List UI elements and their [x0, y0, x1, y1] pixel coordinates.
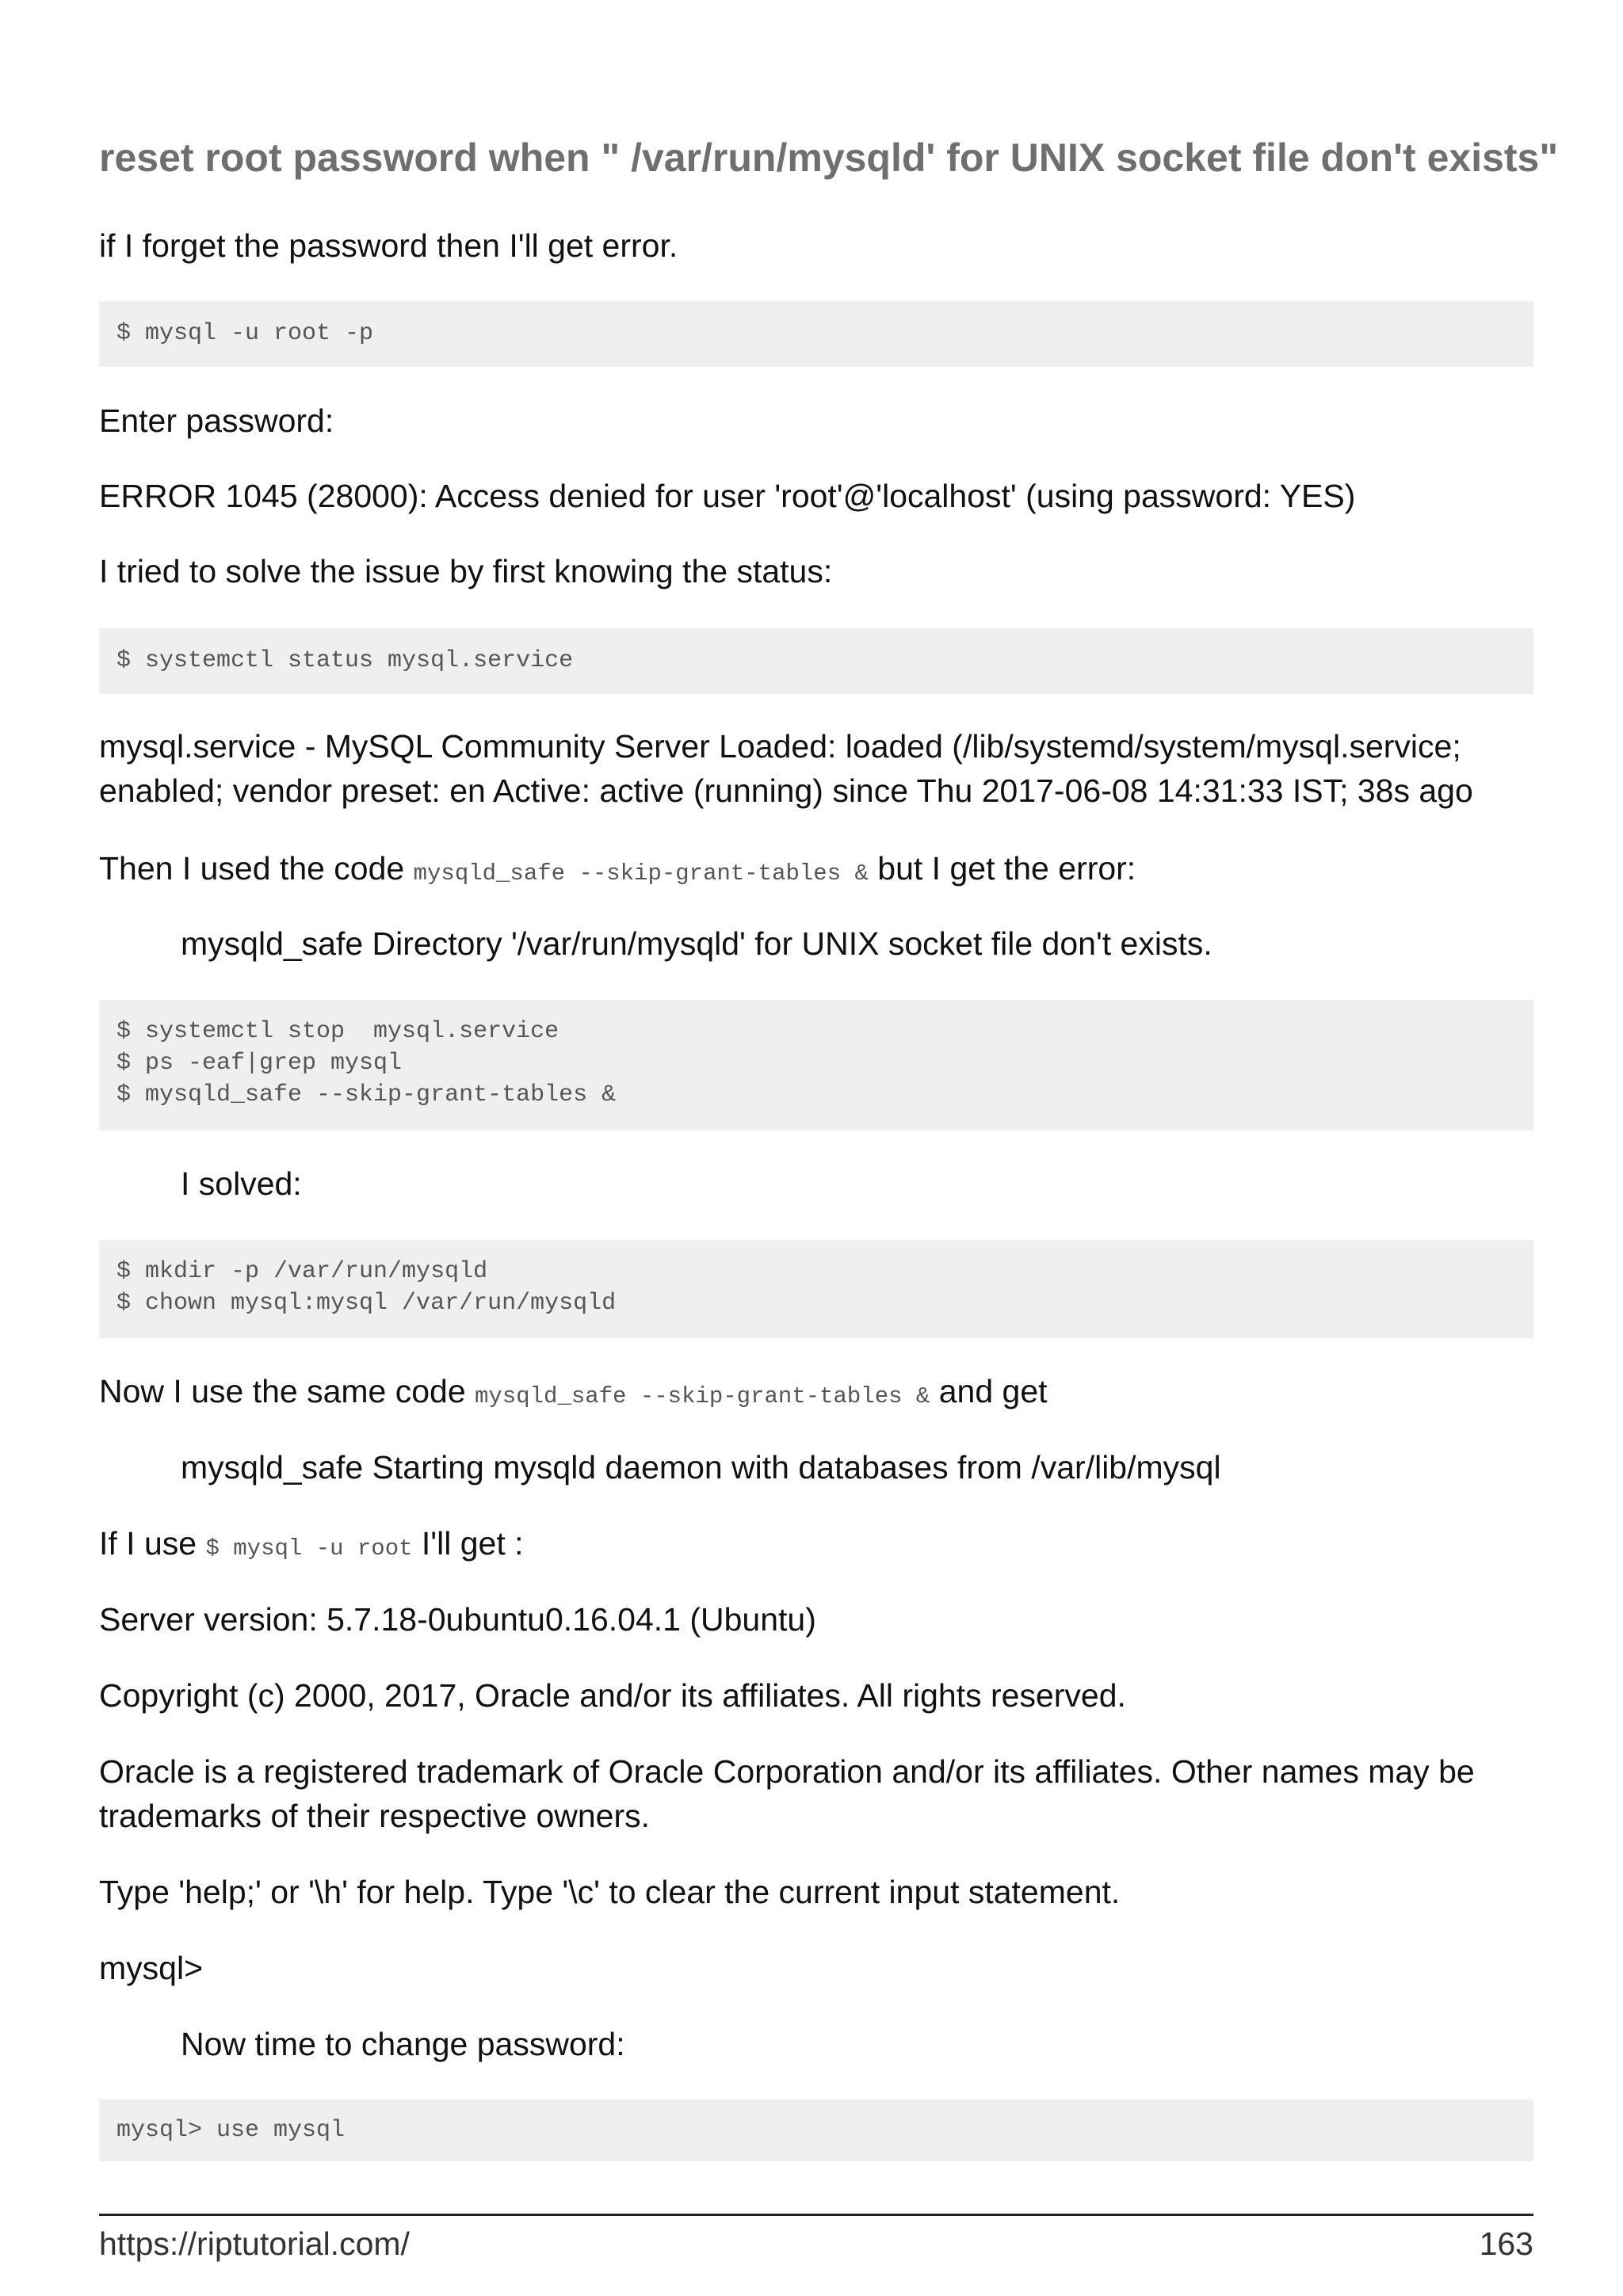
- code-line: $ systemctl status mysql.service: [116, 647, 574, 674]
- if-use-after: I'll get :: [412, 1525, 524, 1562]
- now-use-before: Now I use the same code: [99, 1373, 475, 1409]
- enter-password-text: Enter password:: [99, 402, 334, 439]
- change-password-text: Now time to change password:: [181, 2026, 625, 2062]
- safe-error-quote: mysqld_safe Directory '/var/run/mysqld' for UNIX socket file don't exists.: [181, 925, 1212, 962]
- copyright-text: Copyright (c) 2000, 2017, Oracle and/or its affiliates. All rights reserved.: [99, 1677, 1126, 1714]
- inline-code: mysqld_safe --skip-grant-tables &: [413, 860, 869, 887]
- oracle-trademark-line-1: Oracle is a registered trademark of Oracle Corporation and/or its affiliates. Other names may be: [99, 1753, 1475, 1790]
- code-block-use-mysql: [99, 2100, 1533, 2161]
- code-block-stop-service: [99, 1000, 1533, 1131]
- then-used-before: Then I used the code: [99, 850, 414, 887]
- code-block-login: [99, 301, 1533, 367]
- inline-code: mysqld_safe --skip-grant-tables &: [475, 1383, 930, 1409]
- then-used-text: [99, 846, 1136, 896]
- footer-url-link[interactable]: https://riptutorial.com/: [99, 2225, 410, 2262]
- then-used-after: but I get the error:: [868, 850, 1136, 887]
- code-line: $ mysql -u root -p: [116, 320, 374, 347]
- server-version-text: Server version: 5.7.18-0ubuntu0.16.04.1 (Ubuntu): [99, 1601, 816, 1638]
- starting-daemon-quote: mysqld_safe Starting mysqld daemon with databases from /var/lib/mysql: [181, 1449, 1221, 1486]
- if-use-text: [99, 1521, 524, 1571]
- now-use-text: [99, 1369, 1048, 1419]
- code-block-status: [99, 628, 1533, 694]
- code-line: $ chown mysql:mysql /var/run/mysqld: [116, 1290, 617, 1317]
- service-status-line-1: mysql.service - MySQL Community Server Loaded: loaded (/lib/systemd/system/mysql.service;: [99, 728, 1461, 765]
- code-block-mkdir: [99, 1240, 1533, 1338]
- page-title: reset root password when " /var/run/mysqld' for UNIX socket file don't exists": [99, 135, 1559, 180]
- mysql-prompt-text: mysql>: [99, 1950, 204, 1986]
- oracle-trademark-line-2: trademarks of their respective owners.: [99, 1798, 650, 1834]
- code-line: $ mkdir -p /var/run/mysqld: [116, 1258, 488, 1285]
- service-status-line-2: enabled; vendor preset: en Active: active (running) since Thu 2017-06-08 14:31:33 IST; 38s ago: [99, 772, 1473, 809]
- now-use-after: and get: [930, 1373, 1048, 1409]
- intro-paragraph: if I forget the password then I'll get error.: [99, 227, 678, 264]
- inline-code: $ mysql -u root: [205, 1535, 413, 1562]
- error-message-text: ERROR 1045 (28000): Access denied for user 'root'@'localhost' (using password: YES): [99, 478, 1356, 514]
- page-number: 163: [1479, 2225, 1533, 2262]
- code-line: $ systemctl stop mysql.service: [116, 1018, 559, 1045]
- code-line: mysql> use mysql: [116, 2117, 346, 2144]
- code-line: $ mysqld_safe --skip-grant-tables &: [116, 1081, 617, 1108]
- status-intro-text: I tried to solve the issue by first knowing the status:: [99, 553, 833, 589]
- footer-divider: [99, 2214, 1533, 2216]
- code-line: $ ps -eaf|grep mysql: [116, 1050, 403, 1077]
- if-use-before: If I use: [99, 1525, 206, 1562]
- help-text: Type 'help;' or '\h' for help. Type '\c' to clear the current input statement.: [99, 1874, 1121, 1910]
- solved-text: I solved:: [181, 1165, 302, 1202]
